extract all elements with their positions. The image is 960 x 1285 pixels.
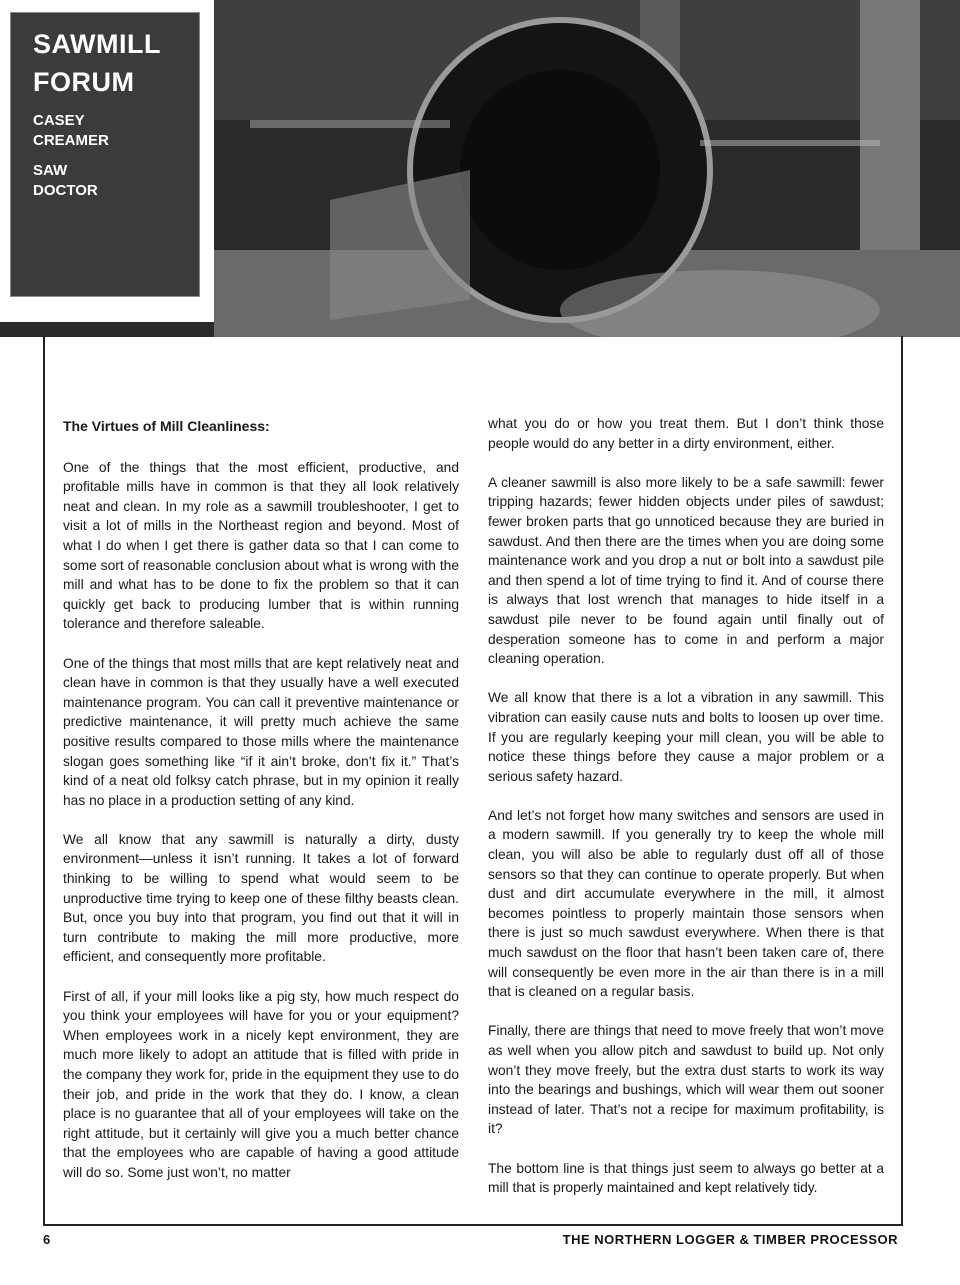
article-right-column xyxy=(488,414,884,1217)
article-paragraph: One of the things that the most efficient, productive, and profitable mills have in common is that they all look relatively neat and clean. In my role as a sawmill troubleshooter, I get to visit a lot of mills in the Northeast region and beyond. Most of what I do when I get there is gather data so that I can come to some sort of reasonable conclusion about what is wrong with the mill and what has to be done to fix the problem so that it can quickly get back to producing lumber that is within running tolerance and therefore saleable. xyxy=(63,459,459,632)
article-paragraph: The bottom line is that things just seem to always go better at a mill that is properly maintained and kept relatively tidy. xyxy=(488,1160,884,1196)
article-paragraph: what you do or how you treat them. But I don’t think those people would do any better in a dirty environment, either. xyxy=(488,416,884,451)
article-heading: The Virtues of Mill Cleanliness: xyxy=(63,418,270,434)
article-paragraph: First of all, if your mill looks like a pig sty, how much respect do you think your employees will have for you or your equipment? When employees work in a nicely kept environment, they are much more likely to adopt an attitude that is filled with pride in the company they work for, pride in the equipment they use to do their job, and pride in the work that they do. I know, a clean place is no guarantee that all of your employees will take on the right attitude, but it certainly will give you a much better chance that the employees who are capable of having a good attitude will do so. Some just won’t, no matter xyxy=(63,988,459,1180)
article-paragraph: We all know that there is a lot a vibration in any sawmill. This vibration can easily cause nuts and bolts to loosen up over time. If you are regularly keeping your mill clean, you will be able to notice these things before they cause a major problem or a serious safety hazard. xyxy=(488,690,884,784)
article-paragraph: And let’s not forget how many switches and sensors are used in a modern sawmill. If you generally try to keep the whole mill clean, you will also be able to regularly dust off all of those sensors so that they can continue to operate properly. But when dust and dirt accumulate everywhere in the mill, it almost becomes pointless to properly maintain those sensors when there is just so much sawdust everywhere. When there is that much sawdust on the floor that hasn’t been taken care of, there will consequently be even more in the air than there is in a mill that is cleaned on a regular basis. xyxy=(488,807,884,1000)
author-role-line2: DOCTOR xyxy=(33,182,98,199)
column-title-line1: SAWMILL xyxy=(33,29,161,59)
article-paragraph: Finally, there are things that need to move freely that won’t move as well when you allow pitch and sawdust to build up. Not only won’t they move freely, but the extra dust starts to work its way into the bearings and bushings, which will wear them out sooner instead of later. That’s not a recipe for maximum profitability, is it? xyxy=(488,1023,884,1137)
column-header-panel xyxy=(10,12,200,297)
article-paragraph: We all know that any sawmill is naturally a dirty, dusty environment—unless it isn’t running. It takes a lot of forward thinking to be willing to spend what would seem to be unproductive time trying to keep one of these filthy beasts clean. But, once you buy into that program, you find out that it will in turn contribute to making the mill more productive, more efficient, and consequently more profitable. xyxy=(63,831,459,965)
author-role-line1: SAW xyxy=(33,162,68,179)
page-number: 6 xyxy=(43,1232,51,1247)
author-name xyxy=(33,111,199,151)
publication-name: THE NORTHERN LOGGER & TIMBER PROCESSOR xyxy=(562,1232,898,1247)
author-role xyxy=(33,161,199,201)
column-title-line2: FORUM xyxy=(33,67,135,97)
column-header-box xyxy=(0,0,214,322)
article-paragraph: One of the things that most mills that are kept relatively neat and clean have in common is that they usually have a well executed maintenance program. You can call it preventive maintenance or predictive maintenance, it will pretty much achieve the same positive results compared to those mills where the maintenance slogan goes something like “if it ain’t broke, don’t fix it.” That’s kind of a neat old folksy catch phrase, but in my opinion it really has no place in a production setting of any kind. xyxy=(63,655,459,808)
article-left-column xyxy=(63,414,459,1202)
article-paragraph: A cleaner sawmill is also more likely to be a safe sawmill: fewer tripping hazards; fewer hidden objects under piles of sawdust; fewer broken parts that go unnoticed because they are buried in sawdust. And then there are the times when you are doing some maintenance work and you drop a nut or bolt into a sawdust pile and then spend a lot of time trying to find it. And of course there is always that lost wrench that manages to hide itself in a sawdust pile never to be found again until finally out of desperation someone has to come in and perform a major cleaning operation. xyxy=(488,474,884,667)
author-name-line2: CREAMER xyxy=(33,132,109,149)
author-name-line1: CASEY xyxy=(33,112,85,129)
